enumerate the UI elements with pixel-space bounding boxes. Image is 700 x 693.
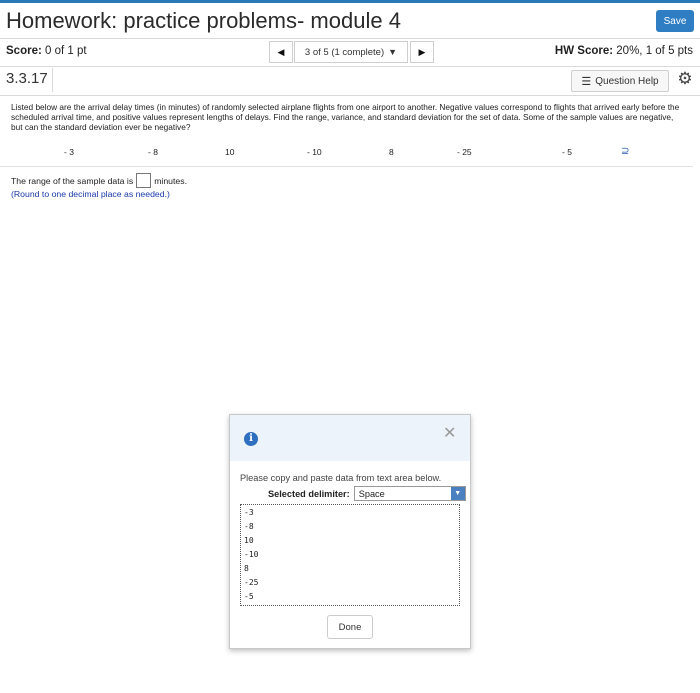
chevron-down-icon: ▼ [451,487,465,500]
score-value: 0 of 1 pt [45,45,87,57]
score-label: Score: [6,45,42,57]
paste-line: -3 [244,508,254,517]
problem-text: Listed below are the arrival delay times (in minutes) of randomly selected airplane flights from one airport to another. Negative values correspond to flights that arrived early before the scheduled arrival time, and positive values represent lengths of delays. Find the range, variance, and standard deviation for the set of data. Some of the sample values are negative, but can the standard deviation ever be negative? [11,102,680,132]
data-value: - 3 [64,147,74,157]
triangle-down-icon: ▼ [388,47,398,57]
data-value: 10 [225,147,235,157]
data-value: - 10 [307,147,322,157]
done-button[interactable]: Done [327,615,373,639]
top-accent-line [0,0,700,3]
triangle-left-icon: ◀ [277,46,285,57]
question-navigator-value: 3 of 5 (1 complete) [304,46,385,58]
divider [0,66,700,67]
hw-score-label: HW Score: [554,45,614,57]
question-number: 3.3.17 [6,70,48,87]
paste-line: -5 [244,592,254,601]
data-values-row [0,147,700,159]
paste-line: -25 [244,578,259,587]
copy-data-icon[interactable]: ⊇ [621,146,630,157]
question-score [6,45,87,57]
paste-textarea[interactable] [240,504,460,606]
dialog-message: Please copy and paste data from text area below. [240,473,442,483]
question-help-button[interactable] [571,70,669,92]
homework-score [555,45,693,57]
data-value: 8 [389,147,394,157]
delimiter-value: Space [358,489,385,499]
save-button[interactable]: Save [656,10,694,32]
answer-line [11,173,187,188]
dialog-header [230,415,470,461]
divider [52,68,53,92]
list-icon: ☰ [581,75,592,88]
homework-title: Homework: practice problems- module 4 [6,8,401,33]
info-icon: i [244,432,258,446]
rounding-note: (Round to one decimal place as needed.) [11,189,170,199]
divider [0,38,700,39]
answer-prefix: The range of the sample data is [11,175,134,186]
paste-line: 8 [244,564,249,573]
data-value: - 8 [148,147,158,157]
delimiter-label: Selected delimiter: [268,488,350,499]
triangle-right-icon: ▶ [418,46,426,57]
divider [0,95,700,96]
range-answer-input[interactable] [136,173,151,188]
data-copy-dialog [229,414,471,649]
data-value: - 25 [457,147,472,157]
question-help-label: Question Help [595,75,659,87]
delimiter-row [268,486,466,501]
hw-score-value: 20%, 1 of 5 pts [616,45,693,57]
next-question-button[interactable] [410,41,434,63]
answer-suffix: minutes. [154,175,188,186]
data-value: - 5 [562,147,572,157]
paste-line: 10 [244,536,254,545]
paste-line: -8 [244,522,254,531]
close-icon[interactable]: ✕ [443,425,457,442]
gear-icon[interactable]: ⚙ [677,69,693,88]
delimiter-select[interactable] [354,486,466,501]
paste-line: -10 [244,550,259,559]
divider [0,166,693,167]
question-navigator-select[interactable] [294,41,408,63]
previous-question-button[interactable] [269,41,293,63]
